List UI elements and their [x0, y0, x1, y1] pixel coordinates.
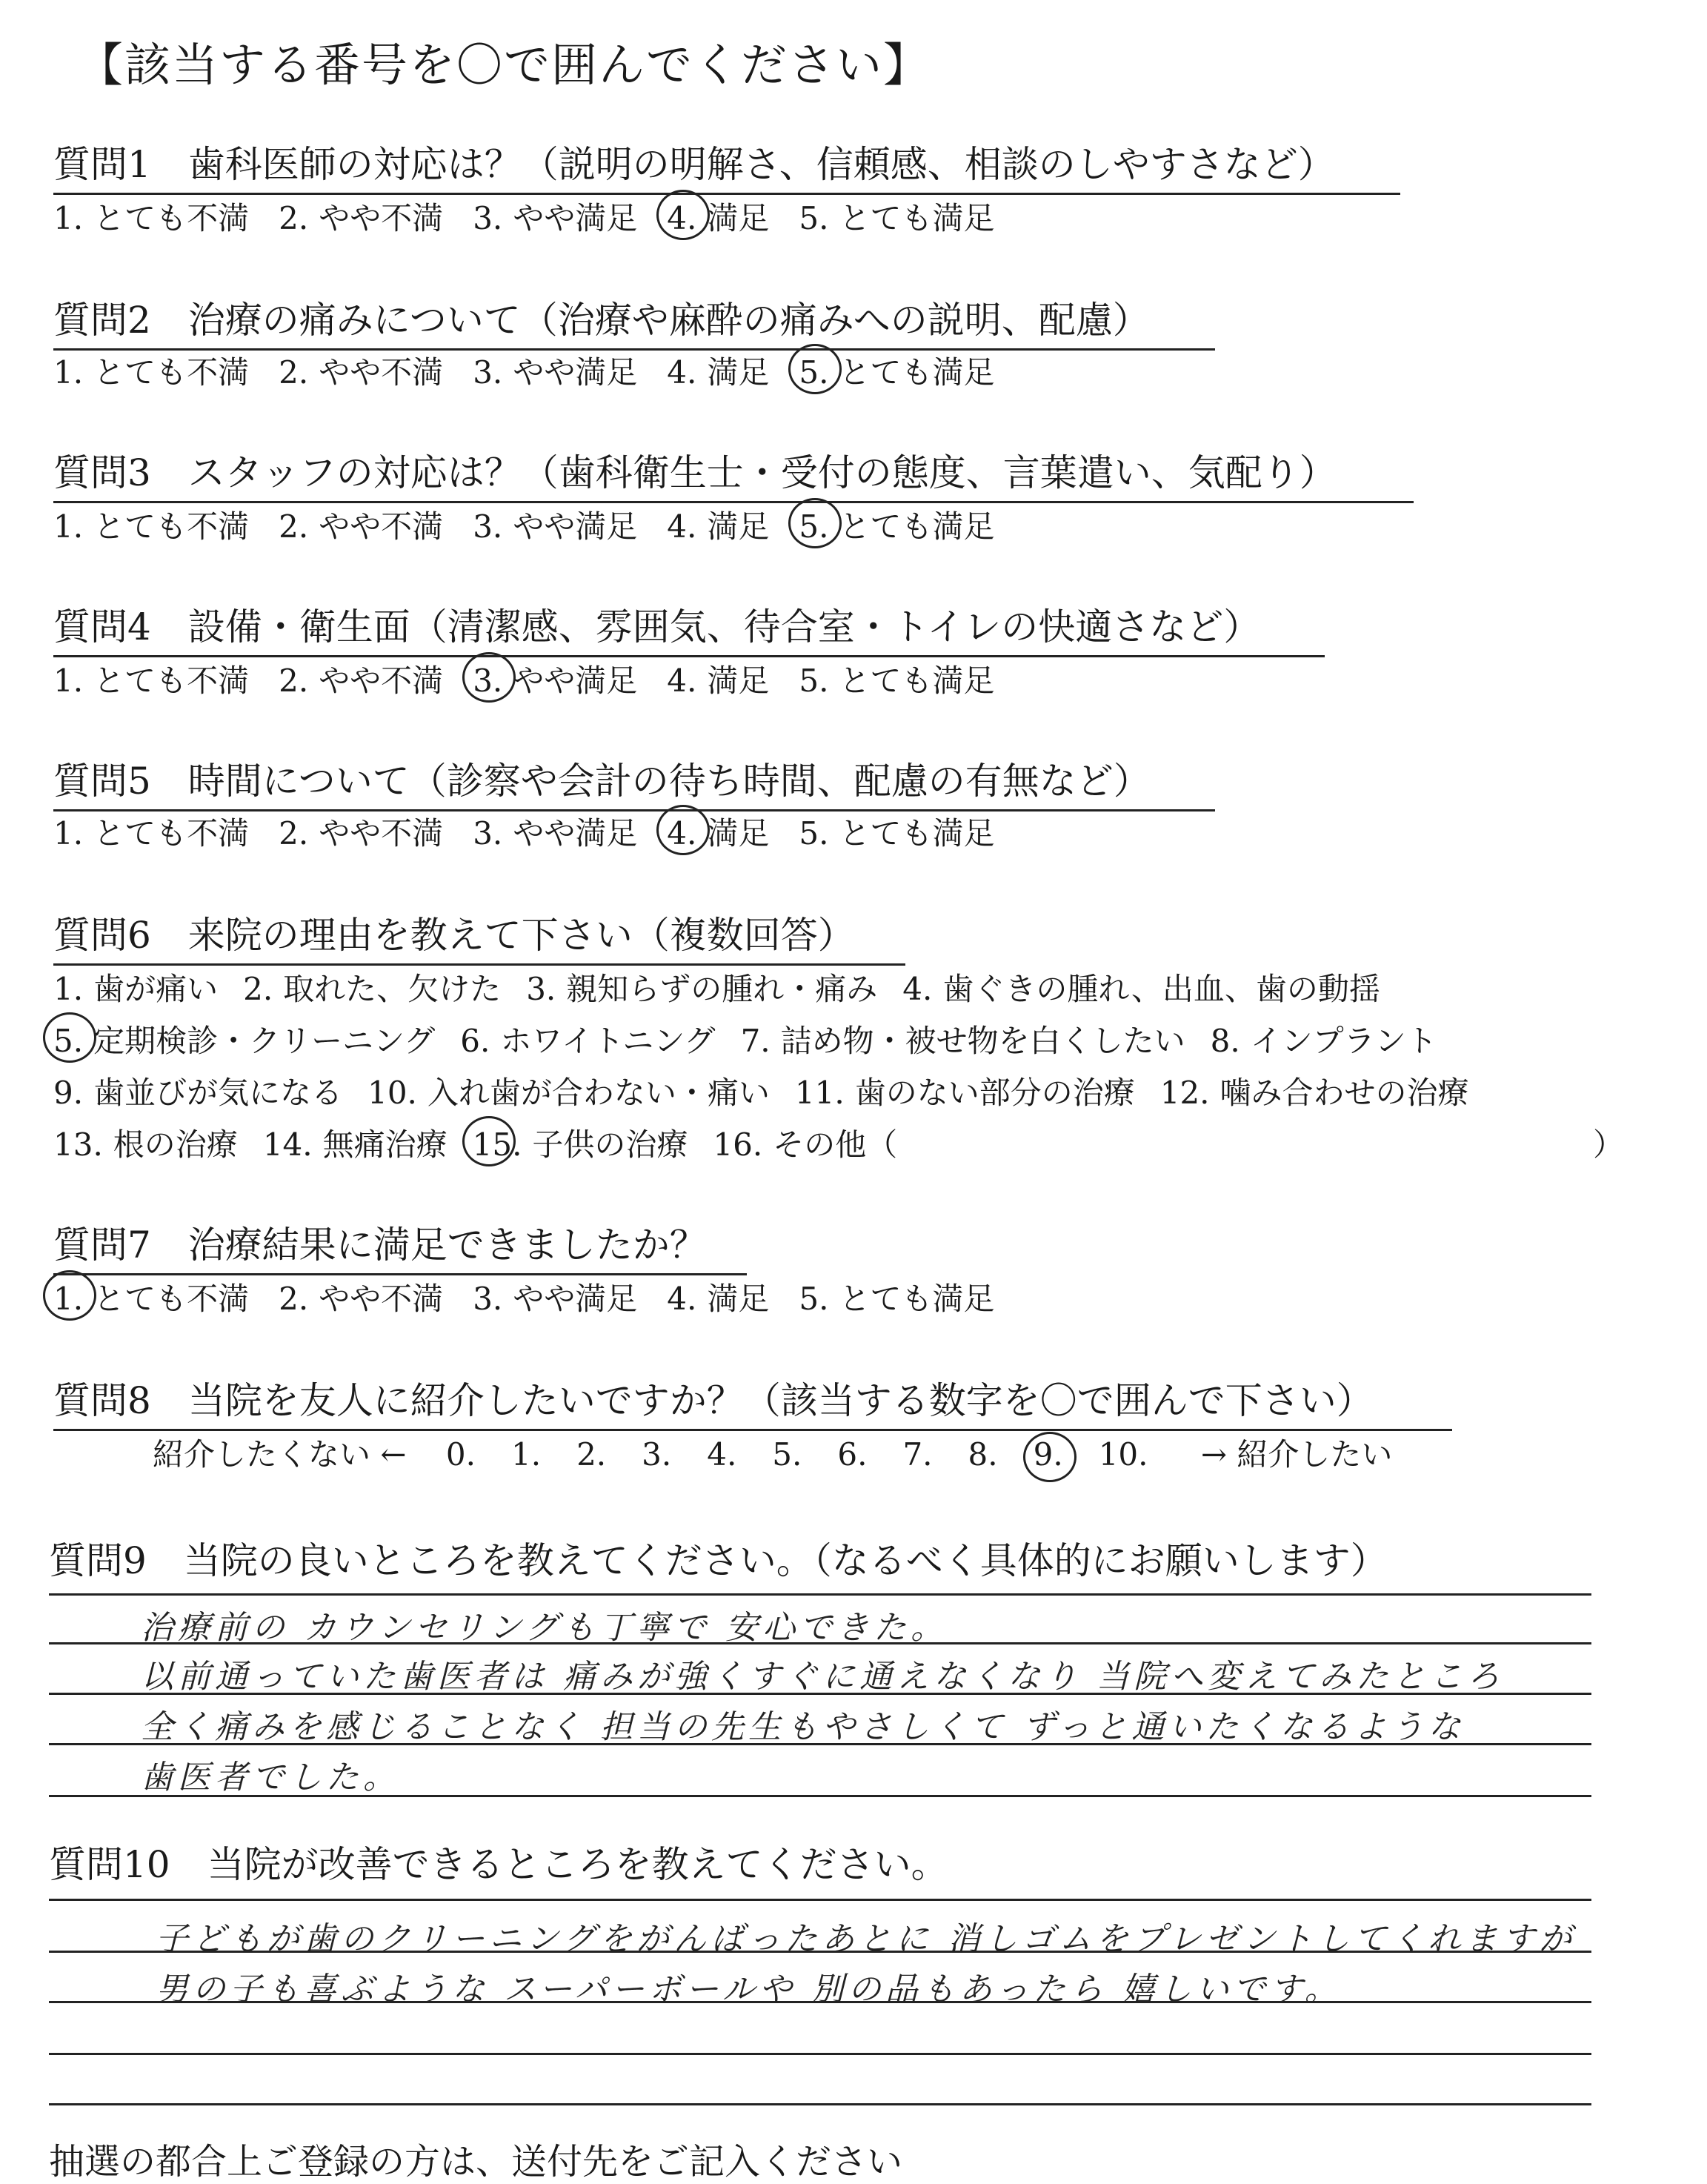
scale-number: 10.: [1098, 1436, 1148, 1473]
question-6-title: 質問6 来院の理由を教えて下さい（複数回答）: [53, 906, 905, 966]
option-number: 3.: [473, 663, 503, 699]
option-3[interactable]: [795, 1069, 1135, 1113]
option-number: 2.: [279, 354, 309, 391]
option-label: 歯が痛い: [93, 971, 219, 1007]
option-5[interactable]: [799, 502, 994, 547]
scale-number: 7.: [902, 1436, 933, 1473]
option-3[interactable]: [741, 1017, 1185, 1061]
option-2[interactable]: [279, 1275, 443, 1319]
option-label: とても不満: [93, 663, 250, 699]
question-5-options: [53, 809, 1024, 854]
answer-rule: [49, 1593, 1591, 1596]
option-number: 4.: [667, 200, 697, 236]
q9-answer-line-4: 歯医者でした。: [141, 1759, 400, 1796]
scale-value-7[interactable]: [902, 1436, 942, 1473]
option-label: 満足: [707, 200, 770, 236]
option-1[interactable]: [53, 1121, 238, 1165]
option-2[interactable]: [279, 809, 443, 854]
option-2[interactable]: [367, 1069, 770, 1113]
scale-value-10[interactable]: [1099, 1436, 1159, 1473]
footer-note: 抽選の都合上ご登録の方は、送付先をご記入ください: [49, 2141, 903, 2183]
option-4[interactable]: [667, 657, 769, 701]
option-label: 歯ぐきの腫れ、出血、歯の動揺: [942, 971, 1380, 1007]
option-number: 1.: [53, 971, 84, 1007]
q10-answer-line-2: 男の子も喜ぶような スーパーボールや 別の品もあったら 嬉しいです。: [156, 1971, 1342, 2008]
option-1[interactable]: [53, 194, 249, 239]
option-label: 根の治療: [113, 1126, 238, 1163]
option-label: とても満足: [839, 663, 995, 699]
option-4[interactable]: [667, 1275, 769, 1319]
scale-value-2[interactable]: [576, 1436, 616, 1473]
option-number: 16.: [713, 1126, 763, 1163]
option-1[interactable]: [53, 809, 249, 854]
option-5[interactable]: [799, 348, 994, 393]
option-3[interactable]: [473, 1121, 688, 1165]
option-label: とても満足: [839, 1281, 995, 1317]
option-number: 1.: [53, 354, 84, 391]
option-3[interactable]: [473, 502, 637, 547]
option-label: やや満足: [513, 200, 638, 236]
option-number: 5.: [799, 663, 829, 699]
option-label: やや不満: [319, 200, 444, 236]
option-number: 5.: [799, 200, 829, 236]
option-4[interactable]: [667, 502, 769, 547]
scale-value-3[interactable]: [642, 1436, 682, 1473]
option-2[interactable]: [279, 194, 443, 239]
option-number: 5.: [799, 508, 829, 545]
q9-answer-line-2: 以前通っていた歯医者は 痛みが強くすぐに通えなくなり 当院へ変えてみたところ: [141, 1658, 1504, 1696]
question-5-title: 質問5 時間について（診察や会計の待ち時間、配慮の有無など）: [53, 751, 1215, 811]
option-label: とても満足: [839, 815, 995, 852]
option-label: 歯のない部分の治療: [854, 1075, 1135, 1111]
question-7-options: [53, 1275, 1024, 1319]
option-number: 2.: [279, 1281, 309, 1317]
scale-value-4[interactable]: [707, 1436, 747, 1473]
page-heading: 【該当する番号を〇で囲んでください】: [77, 38, 931, 92]
option-label: とても不満: [93, 815, 250, 852]
option-4[interactable]: [1211, 1017, 1437, 1061]
option-3[interactable]: [473, 657, 637, 701]
question-1-options: [53, 194, 1024, 239]
option-2[interactable]: [279, 657, 443, 701]
option-number: 10.: [367, 1075, 417, 1111]
option-number: 4.: [667, 1281, 697, 1317]
option-number: 6.: [460, 1023, 490, 1059]
option-label: 取れた、欠けた: [283, 971, 502, 1007]
question-6-row-1: [53, 965, 1405, 1009]
option-label: とても満足: [839, 508, 995, 545]
question-6-row-3: [53, 1069, 1494, 1113]
option-2[interactable]: [279, 502, 443, 547]
option-number: 2.: [279, 663, 309, 699]
option-number: 9.: [53, 1075, 84, 1111]
option-number: 4.: [667, 508, 697, 545]
option-number: 1.: [53, 1281, 84, 1317]
option-1[interactable]: [53, 1069, 342, 1113]
option-label: とても不満: [93, 1281, 250, 1317]
option-5[interactable]: [799, 1275, 994, 1319]
answer-rule: [49, 2053, 1591, 2055]
option-number: 14.: [262, 1126, 313, 1163]
option-1[interactable]: [53, 965, 218, 1009]
option-4[interactable]: [667, 809, 769, 854]
option-4[interactable]: [1160, 1069, 1469, 1113]
option-label: やや満足: [513, 508, 638, 545]
option-3[interactable]: [473, 1275, 637, 1319]
scale-value-5[interactable]: [772, 1436, 812, 1473]
option-label: やや満足: [513, 663, 638, 699]
option-label: その他（: [773, 1126, 898, 1163]
option-3[interactable]: [473, 194, 637, 239]
question-6-row-4: [53, 1121, 922, 1165]
option-4[interactable]: [902, 965, 1380, 1009]
option-number: 5.: [799, 815, 829, 852]
option-number: 1.: [53, 815, 84, 852]
option-5[interactable]: [799, 194, 994, 239]
scale-number: 4.: [707, 1436, 737, 1473]
option-1[interactable]: [53, 657, 249, 701]
option-label: とても満足: [839, 354, 995, 391]
option-number: 3.: [473, 354, 503, 391]
option-1[interactable]: [53, 348, 249, 393]
option-number: 3.: [473, 815, 503, 852]
option-number: 2.: [243, 971, 273, 1007]
option-label: 満足: [707, 354, 770, 391]
option-number: 4.: [667, 815, 697, 852]
option-number: 1.: [53, 663, 84, 699]
option-number: 3.: [473, 508, 503, 545]
option-label: 無痛治療: [322, 1126, 447, 1163]
option-label: 満足: [707, 815, 770, 852]
q9-answer-line-1: 治療前の カウンセリングも丁寧で 安心できた。: [141, 1609, 948, 1647]
option-label: とても不満: [93, 200, 250, 236]
scale-number: 5.: [772, 1436, 802, 1473]
answer-rule: [49, 2103, 1591, 2105]
question-10-title: 質問10 当院が改善できるところを教えてください。: [49, 1843, 948, 1886]
option-label: やや満足: [513, 354, 638, 391]
option-5[interactable]: [799, 809, 994, 854]
option-1[interactable]: [53, 1275, 249, 1319]
option-number: 3.: [473, 200, 503, 236]
question-7-title: 質問7 治療結果に満足できましたか？: [53, 1215, 747, 1275]
question-1-title: 質問1 歯科医師の対応は？（説明の明解さ、信頼感、相談のしやすさなど）: [53, 135, 1400, 195]
scale-number: 9.: [1033, 1436, 1063, 1473]
option-label: とても満足: [839, 200, 995, 236]
option-number: 5.: [799, 354, 829, 391]
option-label: 子供の治療: [532, 1126, 688, 1163]
scale-value-9[interactable]: [1034, 1436, 1074, 1473]
q10-answer-line-1: 子どもが歯のクリーニングをがんばったあとに 消しゴムをプレゼントしてくれますが: [156, 1920, 1577, 1958]
option-2[interactable]: [263, 1121, 447, 1165]
option-5[interactable]: [799, 657, 994, 701]
option-number: 2.: [279, 508, 309, 545]
option-label: やや不満: [319, 354, 444, 391]
answer-rule: [49, 1899, 1591, 1901]
q8-scale-values: [446, 1436, 1184, 1473]
option-4[interactable]: [667, 194, 769, 239]
scale-value-6[interactable]: [837, 1436, 877, 1473]
question-6-other-close: ）: [1593, 1126, 1625, 1163]
option-label: 歯並びが気になる: [93, 1075, 343, 1111]
option-4[interactable]: [713, 1121, 897, 1165]
option-3[interactable]: [526, 965, 877, 1009]
question-6-row-2: [53, 1017, 1463, 1061]
option-number: 7.: [740, 1023, 771, 1059]
scale-value-1[interactable]: [511, 1436, 551, 1473]
option-number: 3.: [526, 971, 556, 1007]
option-label: 親知らずの腫れ・痛み: [566, 971, 878, 1007]
option-3[interactable]: [473, 809, 637, 854]
option-label: 満足: [707, 663, 770, 699]
option-number: 1.: [53, 508, 84, 545]
option-number: 1.: [53, 200, 84, 236]
option-label: 満足: [707, 508, 770, 545]
question-8-scale: [153, 1430, 1392, 1475]
option-label: 入れ歯が合わない・痛い: [427, 1075, 770, 1111]
option-label: やや不満: [319, 663, 444, 699]
option-label: 満足: [707, 1281, 770, 1317]
option-number: 11.: [794, 1075, 845, 1111]
question-2-options: [53, 348, 1024, 393]
option-2[interactable]: [279, 348, 443, 393]
option-label: 定期検診・クリーニング: [93, 1023, 436, 1059]
option-number: 5.: [53, 1023, 84, 1059]
option-label: やや不満: [319, 508, 444, 545]
option-label: やや不満: [319, 815, 444, 852]
option-label: とても不満: [93, 354, 250, 391]
scale-number: 2.: [576, 1436, 607, 1473]
option-label: インプラント: [1250, 1023, 1437, 1059]
option-label: ホワイトニング: [500, 1023, 716, 1059]
option-label: 詰め物・被せ物を白くしたい: [780, 1023, 1185, 1059]
option-2[interactable]: [460, 1017, 715, 1061]
option-number: 13.: [53, 1126, 103, 1163]
scale-number: 3.: [642, 1436, 672, 1473]
option-3[interactable]: [473, 348, 637, 393]
option-number: 12.: [1159, 1075, 1210, 1111]
question-9-title: 質問9 当院の良いところを教えてください。（なるべく具体的にお願いします）: [49, 1539, 1388, 1582]
option-1[interactable]: [53, 1017, 435, 1061]
option-label: 噛み合わせの治療: [1219, 1075, 1469, 1111]
option-number: 5.: [799, 1281, 829, 1317]
option-label: やや不満: [319, 1281, 444, 1317]
option-1[interactable]: [53, 502, 249, 547]
scale-number: 0.: [445, 1436, 476, 1473]
question-4-options: [53, 657, 1024, 701]
scale-number: 8.: [968, 1436, 998, 1473]
question-3-options: [53, 502, 1024, 547]
question-4-title: 質問4 設備・衛生面（清潔感、雰囲気、待合室・トイレの快適さなど）: [53, 597, 1325, 657]
option-number: 3.: [473, 1281, 503, 1317]
option-number: 4.: [667, 354, 697, 391]
option-number: 4.: [902, 971, 933, 1007]
question-3-title: 質問3 スタッフの対応は？（歯科衛生士・受付の態度、言葉遣い、気配り）: [53, 443, 1414, 503]
scale-number: 6.: [837, 1436, 868, 1473]
option-number: 8.: [1210, 1023, 1240, 1059]
scale-value-0[interactable]: [446, 1436, 486, 1473]
option-label: やや満足: [513, 1281, 638, 1317]
question-2-title: 質問2 治療の痛みについて（治療や麻酔の痛みへの説明、配慮）: [53, 291, 1215, 351]
option-number: 2.: [279, 815, 309, 852]
option-label: やや満足: [513, 815, 638, 852]
option-4[interactable]: [667, 348, 769, 393]
option-label: とても不満: [93, 508, 250, 545]
scale-number: 1.: [510, 1436, 542, 1473]
option-number: 4.: [667, 663, 697, 699]
q9-answer-line-3: 全く痛みを感じることなく 担当の先生もやさしくて ずっと通いたくなるような: [141, 1708, 1465, 1746]
q8-left-label: 紹介したくない ←: [153, 1436, 407, 1473]
scale-value-8[interactable]: [968, 1436, 1008, 1473]
option-number: 15.: [472, 1126, 522, 1163]
option-number: 2.: [279, 200, 309, 236]
q8-right-label: → 紹介したい: [1200, 1436, 1393, 1473]
option-2[interactable]: [243, 965, 501, 1009]
question-8-title: 質問8 当院を友人に紹介したいですか？（該当する数字を〇で囲んで下さい）: [53, 1371, 1452, 1431]
